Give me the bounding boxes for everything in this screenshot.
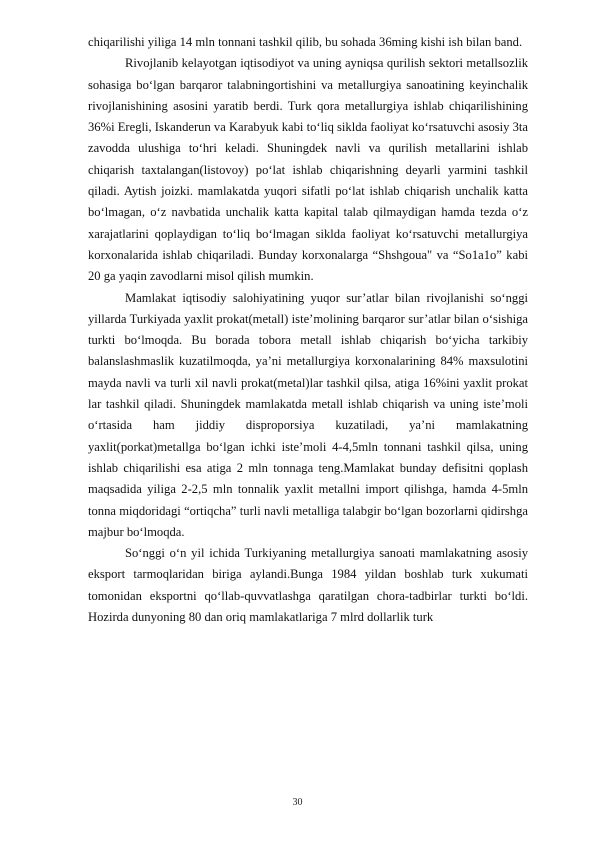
page-number: 30 [292, 797, 303, 808]
paragraph-1: chiqarilishi yiliga 14 mln tonnani tashkil qilib, bu sohada 36ming kishi ish bilan band. [88, 35, 523, 49]
paragraph-3: Mamlakat iqtisodiy salohiyatining yuqor sur’atlar bilan rivojlanishi so‘nggi yillarda Turkiyada yaxlit prokat(metall) iste’molining barqaror sur’atlar bilan o‘sishiga turkti bo‘lmoqda. Bu borada tobora metall ishlab chiqarish bo‘yicha tarkibiy balanslashmaslik kuzatilmoqda, ya’ni metallurgiya korxonalarining 84% maxsulotini mayda navli va turli xil navli prokat(metal)lar tashkil qilsa, atiga 16%ini yaxlit prokat lar tashkil qiladi. Shuningdek mamlakatda metall ishlab chiqarish va uning iste’moli o‘rtasida ham jiddiy disproporsiya kuzatiladi, ya’ni mamlakatning yaxlit(porkat)metallga bo‘lgan ichki iste’moli 4-4,5mln tonnani tashkil qilsa, uning ishlab chiqarilishi esa atiga 2 mln tonnaga teng.Mamlakat bunday defisitni qoplash maqsadida yiliga 2-2,5 mln tonnalik yaxlit metallni import qilishga, hamda 4-5mln tonna miqdoridagi “ortiqcha” turli navli metalliga talabgir bo‘lgan bozorlarni qidirshga majbur bo‘lmoqda. [88, 290, 528, 539]
paragraph-4: So‘nggi o‘n yil ichida Turkiyaning metallurgiya sanoati mamlakatning asosiy eksport tarmoqlaridan biriga aylandi.Bunga 1984 yildan boshlab turk xukumati tomonidan eksportni qo‘llab-quvvatlashga qaratilgan chora-tadbirlar turkti bo‘ldi. Hozirda dunyoning 80 dan oriq mamlakatlariga 7 mlrd dollarlik turk [88, 546, 528, 625]
paragraph-2: Rivojlanib kelayotgan iqtisodiyot va uning ayniqsa qurilish sektori metallsozlik sohasiga bo‘lgan barqaror talabningortishini va metallurgiya sanoatining keyinchalik rivojlanishining asosini yaratib berdi. Turk qora metallurgiya ishlab chiqarilishining 36%i Eregli, Iskanderun va Karabyuk kabi to‘liq siklda faoliyat ko‘rsatuvchi asosiy 3ta zavodda ulushiga to‘hri keladi. Shuningdek navli va qurilish metallarini ishlab chiqarish taxtalangan(listovoy) po‘lat ishlab chiqarishning deyarli yarmini tashkil qiladi. Aytish joizki. mamlakatda yuqori sifatli po‘lat ishlab chiqarish unchalik katta bo‘lmagan, o‘z navbatida unchalik katta kapital talab qilmaydigan hamda tezda o‘z xarajatlarini qoplaydigan to‘liq bo‘lmagan siklda faoliyat ko‘rsatuvchi metallurgiya korxonalarida ishlab chiqariladi. Bunday korxonalarga “Shshgoua" va “So1a1o” kabi 20 ga yaqin zavodlarni misol qilish mumkin. [88, 56, 528, 284]
document-body [88, 32, 528, 628]
